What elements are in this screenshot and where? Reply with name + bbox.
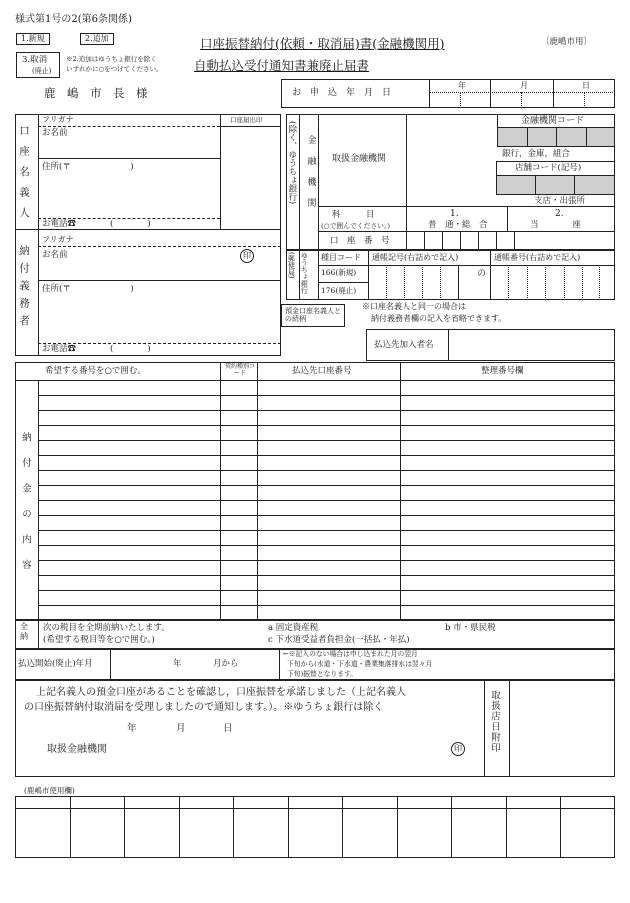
item-row[interactable] [39, 591, 614, 604]
col-contract: 契約種別コード [224, 363, 255, 378]
bank-vertical-label: 金融機関 [305, 135, 316, 219]
item-row[interactable] [39, 471, 614, 484]
zennou-line1: 次の税目を全期前納いたします。 [43, 623, 170, 633]
payer-seal-icon [239, 248, 255, 264]
option-new[interactable]: 1.新規 [16, 33, 50, 45]
item-row[interactable] [39, 426, 614, 439]
city-use-column-line [451, 796, 452, 858]
subject-touza[interactable]: 当 座 [530, 220, 582, 230]
start-month-from: 月から [213, 659, 239, 669]
subject-num1: 1. [450, 209, 459, 219]
city-use-label: (鹿嶋市使用欄) [24, 786, 75, 795]
item-row[interactable] [39, 501, 614, 514]
add-note: ※2.追加はゆうちょ銀行を除く [66, 55, 157, 63]
zennou-opt-b[interactable]: b 市・県民税 [445, 623, 496, 633]
stamp-label: 取扱店日附印 [488, 690, 500, 753]
subject-num2: 2. [555, 209, 564, 219]
holder-name[interactable]: お名前 [42, 128, 68, 138]
payee-name-label: 払込先加入者名 [374, 340, 434, 350]
item-row[interactable] [39, 546, 614, 559]
title-line1: 口座振替納付(依頼・取消届)書(金融機関用) [200, 36, 445, 51]
zennou-opt-a[interactable]: a 固定資産税 [268, 623, 319, 633]
title-line2: 自動払込受付通知書兼廃止届書 [194, 58, 370, 73]
item-row[interactable] [39, 606, 614, 619]
start-year: 年 [173, 659, 182, 669]
item-row[interactable] [39, 576, 614, 589]
relation-label: 預金口座名義人との続柄 [285, 307, 341, 324]
item-row[interactable] [39, 516, 614, 529]
confirm-text1: 上記名義人の預金口座があることを確認し，口座振替を承諾しました（上記名義人 [36, 687, 406, 698]
yucho-passbook-sym: 通帳記号(右詰めで記入) [372, 253, 459, 262]
holder-furigana: フリガナ [42, 115, 74, 124]
confirm-seal-icon [450, 741, 466, 757]
yucho-type-code: 種目コード [321, 253, 361, 262]
option-cancel: 3.取消 [22, 55, 48, 65]
yucho-code-cancel[interactable]: 176(廃止) [321, 286, 357, 295]
circle-note: いずれかに○をつけてください。 [66, 65, 163, 73]
item-row[interactable] [39, 456, 614, 469]
city-tag: 〔鹿嶋市用〕 [541, 37, 593, 47]
option-cancel-box[interactable] [16, 52, 60, 78]
start-note1: ←※記入のない場合は申し込まれた月の翌月 [283, 650, 418, 658]
zennou-line2: (希望する税目等を○で囲む。) [43, 635, 155, 645]
payer-name[interactable]: お名前 [42, 250, 68, 260]
city-use-column-line [124, 796, 125, 858]
holder-phone[interactable]: お電話☎ ( ) [42, 219, 151, 229]
yucho-vertical-label: ゆうちょ銀行 [300, 252, 309, 294]
addressee: 鹿 嶋 市 長 様 [44, 86, 148, 100]
branch-code-label: 店舗コード(記号) [515, 163, 582, 173]
holder-address[interactable]: 住所(〒 ) [42, 162, 134, 172]
branch-types: 支店・出張所 [534, 196, 586, 206]
yucho-code-new[interactable]: 166(新規) [321, 268, 357, 277]
confirm-handling: 取扱金融機関 [47, 744, 107, 755]
payer-phone[interactable]: お電話☎ ( ) [42, 344, 151, 354]
col-account: 払込先口座番号 [292, 366, 352, 376]
bank-vertical-sub: (除く、ゆうちょ銀行) [286, 121, 297, 205]
confirm-text2: の口座振替納付取消届を受理しましたので通知します。）。※ゆうちょ銀行は除く [24, 702, 384, 713]
city-use-column-line [233, 796, 234, 858]
holder-seal-label: 口座届出印 [230, 116, 263, 124]
confirm-year: 年 [127, 723, 137, 734]
holder-section-label: 口座名義人 [18, 125, 31, 228]
payer-section-label: 納付義務者 [18, 245, 31, 333]
yucho-passbook-num: 通帳番号(右詰めで記入) [494, 253, 581, 262]
option-add[interactable]: 2.追加 [80, 33, 114, 45]
col-ref: 整理番号欄 [481, 366, 524, 376]
city-use-column-line [560, 796, 561, 858]
bank-types: 銀行，金庫，組合 [502, 149, 571, 159]
item-row[interactable] [39, 381, 614, 394]
option-cancel-sub: (廃止) [32, 67, 52, 75]
city-use-column-line [506, 796, 507, 858]
item-row[interactable] [39, 486, 614, 499]
apply-month: 月 [520, 81, 528, 90]
confirm-seal-char: 印 [454, 744, 462, 753]
city-use-column-line [397, 796, 398, 858]
relation-note1: ※口座名義人と同一の場合は [362, 302, 466, 311]
city-use-column-line [288, 796, 289, 858]
apply-date-label: お 申 込 年 月 日 [292, 88, 392, 98]
city-use-column-line [342, 796, 343, 858]
subject-label: 科 目 [332, 210, 375, 220]
subject-note: (○で囲んでください。) [321, 222, 391, 230]
item-row[interactable] [39, 411, 614, 424]
confirm-day: 日 [223, 723, 233, 734]
payer-address[interactable]: 住所(〒 ) [42, 284, 134, 294]
yucho-vertical-sub: (郵便局) [287, 252, 296, 279]
zennou-label: 全納 [20, 622, 28, 642]
confirm-month: 月 [176, 723, 186, 734]
items-side-label: 納付金の内容 [19, 432, 31, 585]
yucho-no: の [477, 269, 487, 279]
item-row[interactable] [39, 441, 614, 454]
bank-handling: 取扱金融機関 [332, 154, 387, 164]
item-row[interactable] [39, 561, 614, 574]
city-use-column-line [70, 796, 71, 858]
start-note2: 下旬から(水道・下水道・農業集落排水は翌々月 [287, 660, 433, 668]
city-use-table [15, 796, 615, 858]
bank-code-label: 金融機関コード [521, 116, 585, 126]
apply-day: 日 [582, 81, 590, 90]
item-row[interactable] [39, 531, 614, 544]
payer-furigana: フリガナ [42, 235, 74, 244]
apply-year: 年 [458, 81, 466, 90]
account-no-label: 口 座 番 号 [330, 236, 390, 246]
item-row[interactable] [39, 396, 614, 409]
subject-futsuu[interactable]: 普 通・総 合 [428, 220, 488, 230]
form-number: 様式第1号の2(第6条関係) [15, 14, 132, 25]
start-note3: 下旬)振替となります。 [287, 670, 358, 678]
relation-note2: 納付義務者欄の記入を省略できます。 [371, 314, 507, 323]
col-wish: 希望する番号を○で囲む。 [45, 366, 146, 376]
start-label: 払込開始(廃止)年月 [18, 659, 93, 669]
zennou-opt-c[interactable]: c 下水道受益者負担金(一括払・年払) [268, 635, 410, 645]
payer-seal-char: 印 [243, 251, 251, 260]
city-use-column-line [179, 796, 180, 858]
